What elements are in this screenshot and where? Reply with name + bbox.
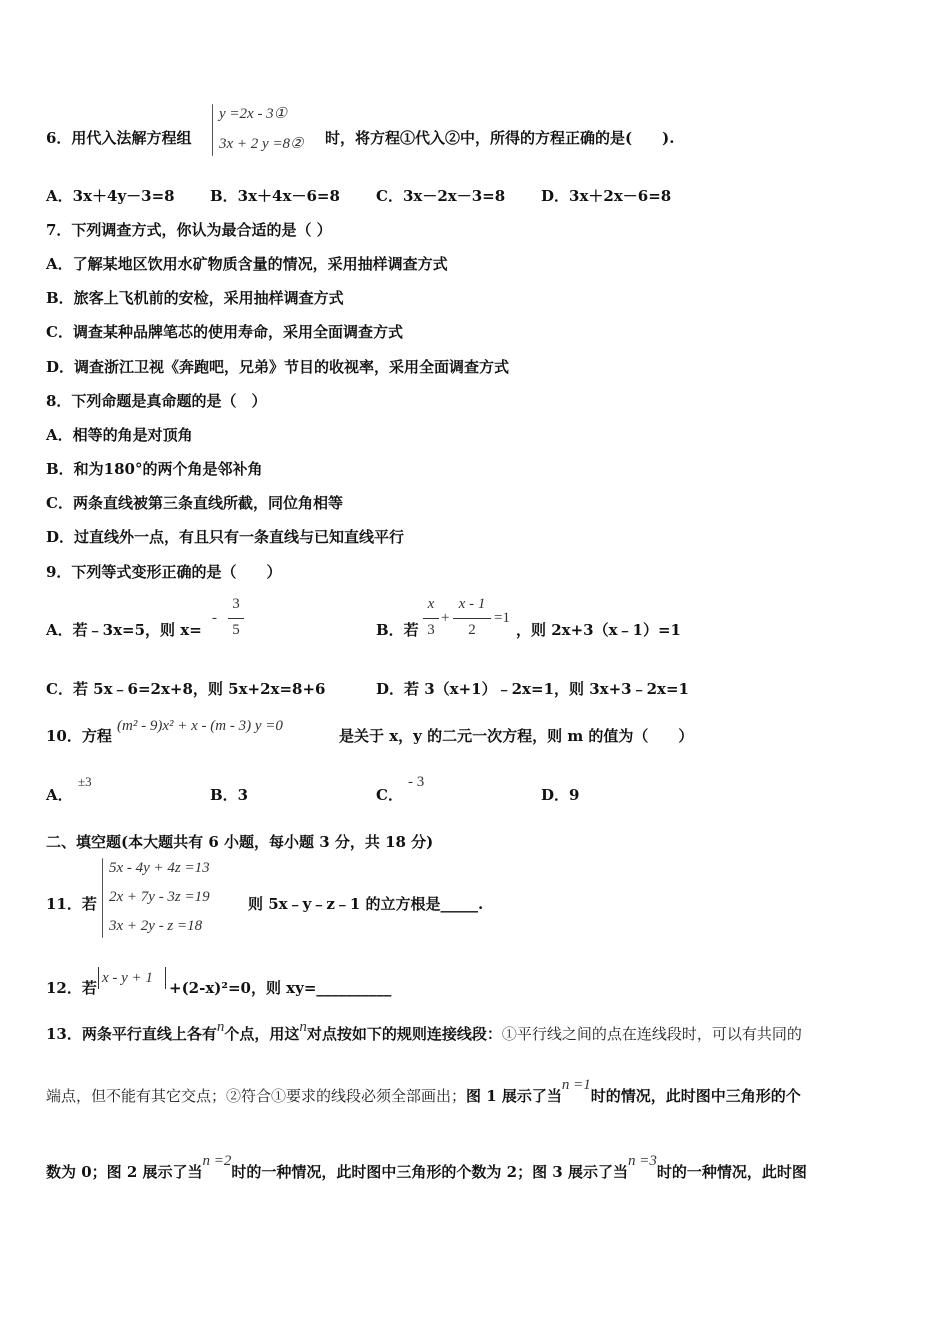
q9-b-fraction1-bar <box>423 618 439 619</box>
q9-b-fraction2-numerator: x - 1 <box>458 596 486 612</box>
q12-abs-expression: x - y + 1 <box>102 970 153 986</box>
q11-suffix: 则 5x﹣y﹣z﹣1 的立方根是_____. <box>248 895 484 913</box>
q13-line1-bold2: 对点按如下的规则连接线段： <box>306 1025 502 1043</box>
q11-prefix: 11．若 <box>46 895 97 913</box>
q13-line3-a: 数为 0；图 2 展示了当 <box>46 1163 203 1181</box>
q6-prefix: 6．用代入法解方程组 <box>46 129 192 147</box>
q11-system-brace <box>102 858 103 938</box>
q9-a-minus: - <box>212 610 217 626</box>
q6-option-b: B．3x＋4x－6=8 <box>210 187 340 205</box>
q13-line2-bold2: 时的情况，此时图中三角形的个 <box>590 1087 801 1105</box>
q13-n-equals-3: n =3 <box>627 1153 657 1169</box>
q8-stem: 8．下列命题是真命题的是（ ） <box>46 392 267 410</box>
q9-option-d: D．若 3（x+1）﹣2x=1，则 3x+3﹣2x=1 <box>376 680 689 698</box>
q13-line3 <box>46 1153 807 1183</box>
q12-suffix: +(2-x)²=0，则 xy=__________ <box>169 979 392 997</box>
q12-prefix: 12．若 <box>46 979 97 997</box>
q13-line1-bold: 13．两条平行直线上各有 <box>46 1025 217 1043</box>
q6-equation-1: y =2x - 3① <box>219 106 288 122</box>
q7-option-b: B．旅客上飞机前的安检，采用抽样调查方式 <box>46 289 344 307</box>
q13-line1 <box>46 1019 802 1045</box>
q8-option-d: D．过直线外一点，有且只有一条直线与已知直线平行 <box>46 528 405 546</box>
q13-line2-plain: 端点，但不能有其它交点；②符合①要求的线段必须全部画出； <box>46 1087 467 1105</box>
q7-stem: 7．下列调查方式，你认为最合适的是（ ） <box>46 221 332 239</box>
q13-line3-c: 时的一种情况，此时图 <box>656 1163 807 1181</box>
q7-option-d: D．调查浙江卫视《奔跑吧，兄弟》节目的收视率，采用全面调查方式 <box>46 358 510 376</box>
q10-prefix: 10．方程 <box>46 727 112 745</box>
q11-equation-2: 2x + 7y - 3z =19 <box>109 889 210 905</box>
q11-equation-1: 5x - 4y + 4z =13 <box>109 860 210 876</box>
q9-option-c: C．若 5x﹣6=2x+8，则 5x+2x=8+6 <box>46 680 326 698</box>
q7-option-a: A．了解某地区饮用水矿物质含量的情况，采用抽样调查方式 <box>46 255 448 273</box>
q9-option-b: B．若 <box>376 621 419 639</box>
q13-n-equals-1: n =1 <box>561 1077 591 1093</box>
q9-option-a: A．若﹣3x=5，则 x= <box>46 621 202 639</box>
q10-suffix: 是关于 x，y 的二元一次方程，则 m 的值为（ ） <box>339 727 694 745</box>
q10-option-d: D．9 <box>541 786 580 804</box>
q13-line2 <box>46 1077 801 1107</box>
q9-b-fraction1-denominator: 3 <box>427 622 435 638</box>
q9-a-fraction-bar <box>228 618 244 619</box>
q9-b-plus: + <box>441 610 450 626</box>
q10-option-c-label: C． <box>376 786 403 804</box>
q13-line1-plain: ①平行线之间的点在连线段时，可以有共同的 <box>501 1025 802 1043</box>
q12-abs-left-bar <box>98 967 99 989</box>
q9-b-fraction2-denominator: 2 <box>468 622 476 638</box>
q13-n-variable-2: n <box>299 1019 307 1035</box>
q9-b-fraction2-bar <box>453 618 491 619</box>
q10-formula: (m² - 9)x² + x - (m - 3) y =0 <box>117 718 283 734</box>
q9-a-numerator: 3 <box>232 596 240 612</box>
q6-option-a: A．3x＋4y－3=8 <box>46 187 175 205</box>
q11-equation-3: 3x + 2y - z =18 <box>109 918 203 934</box>
q10-option-c-value: - 3 <box>408 774 425 790</box>
q10-option-a-label: A． <box>46 786 73 804</box>
q13-line1-mid: 个点，用这 <box>224 1025 300 1043</box>
q6-option-d: D．3x＋2x－6=8 <box>541 187 672 205</box>
q6-system-brace <box>212 104 213 156</box>
q12-abs-right-bar <box>165 967 166 989</box>
q9-b-equals: =1 <box>494 610 510 626</box>
q8-option-a: A．相等的角是对顶角 <box>46 426 193 444</box>
q6-option-c: C．3x－2x－3=8 <box>376 187 506 205</box>
q9-stem: 9．下列等式变形正确的是（ ） <box>46 563 282 581</box>
q7-option-c: C．调查某种品牌笔芯的使用寿命，采用全面调查方式 <box>46 323 403 341</box>
q13-line3-b: 时的一种情况，此时图中三角形的个数为 2；图 3 展示了当 <box>231 1163 628 1181</box>
q13-n-variable-1: n <box>216 1019 225 1035</box>
q9-a-denominator: 5 <box>232 622 240 638</box>
q8-option-c: C．两条直线被第三条直线所截，同位角相等 <box>46 494 343 512</box>
q9-b-suffix: ，则 2x+3（x﹣1）=1 <box>516 621 681 639</box>
section-2-heading: 二、填空题(本大题共有 6 小题，每小题 3 分，共 18 分) <box>46 833 434 851</box>
q10-option-b: B．3 <box>210 786 249 804</box>
q10-option-a-value: ±3 <box>78 774 92 789</box>
q13-line2-bold: 图 1 展示了当 <box>466 1087 562 1105</box>
q8-option-b: B．和为180°的两个角是邻补角 <box>46 460 263 478</box>
q6-suffix: 时，将方程①代入②中，所得的方程正确的是( ). <box>325 129 675 147</box>
q13-n-equals-2: n =2 <box>202 1153 232 1169</box>
q6-equation-2: 3x + 2 y =8② <box>219 136 304 152</box>
q9-b-fraction1-numerator: x <box>427 596 435 612</box>
